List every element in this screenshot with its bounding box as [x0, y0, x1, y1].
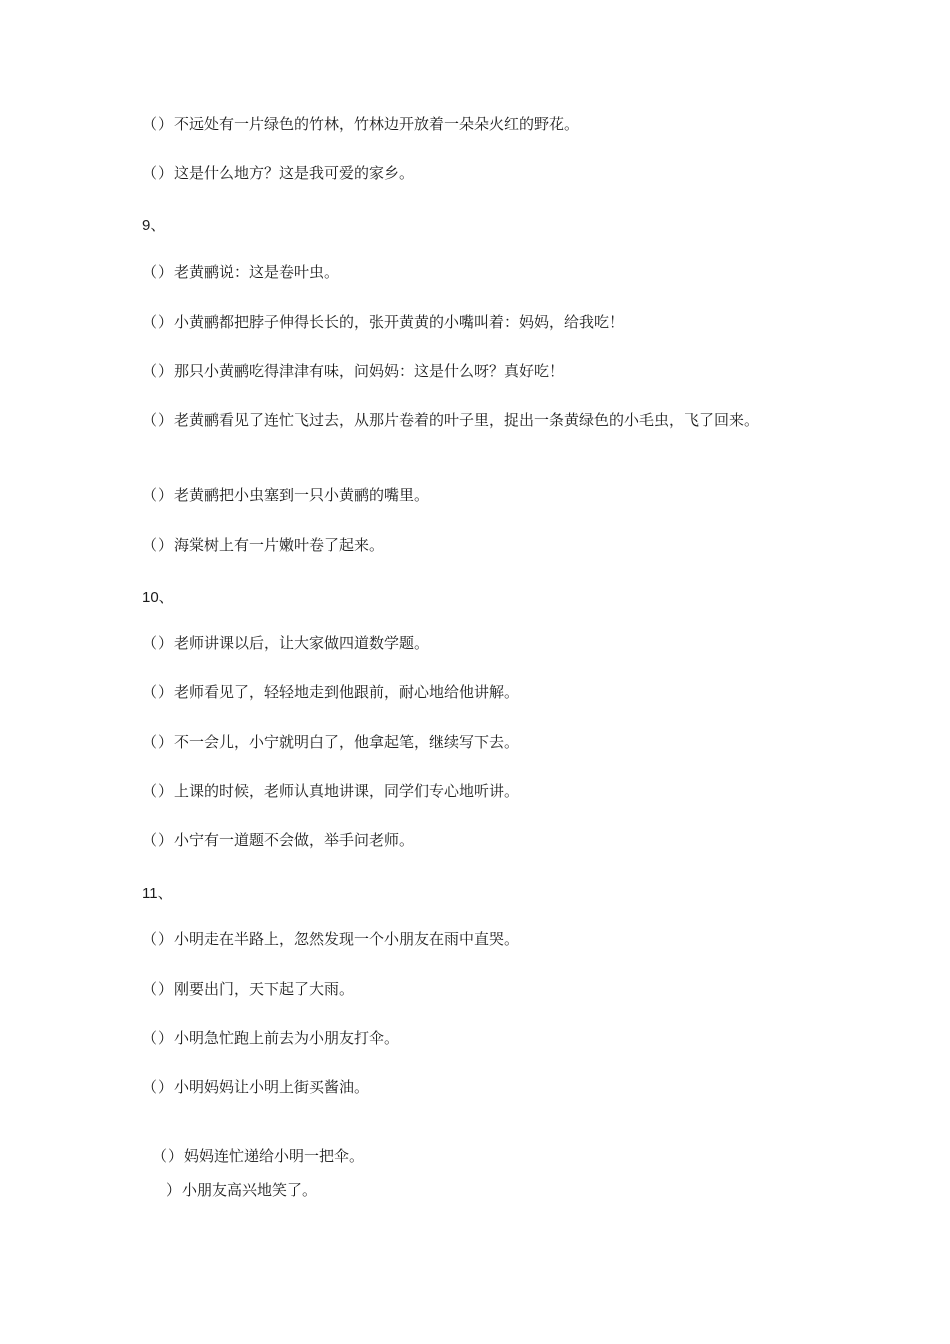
- sentence-text: 这是什么地方？这是我可爱的家乡。: [174, 164, 415, 182]
- answer-paren[interactable]: （）: [142, 782, 175, 800]
- answer-paren[interactable]: （）: [142, 733, 175, 751]
- sentence-item: [142, 409, 810, 431]
- sentence-item: [142, 1077, 369, 1097]
- sentence-text: 小明妈妈让小明上街买酱油。: [174, 1078, 370, 1096]
- sentence-item: [166, 1180, 317, 1200]
- sentence-item: [142, 361, 564, 381]
- answer-paren[interactable]: （）: [142, 930, 175, 948]
- sentence-text: 小明走在半路上，忽然发现一个小朋友在雨中直哭。: [174, 930, 520, 948]
- sentence-text: 那只小黄鹂吃得津津有味，问妈妈：这是什么呀？真好吃！: [174, 362, 565, 380]
- sentence-text: 妈妈连忙递给小明一把伞。: [184, 1147, 365, 1165]
- answer-paren[interactable]: （）: [142, 411, 175, 429]
- sentence-item: [142, 682, 519, 702]
- sentence-item: [142, 929, 519, 949]
- answer-paren[interactable]: （）: [142, 164, 175, 182]
- sentence-item: [142, 830, 414, 850]
- sentence-text: 老师讲课以后，让大家做四道数学题。: [174, 634, 430, 652]
- sentence-text: 小宁有一道题不会做，举手问老师。: [174, 831, 415, 849]
- answer-paren[interactable]: （）: [142, 536, 175, 554]
- sentence-text: 小朋友高兴地笑了。: [182, 1181, 318, 1199]
- sentence-text: 海棠树上有一片嫩叶卷了起来。: [174, 536, 385, 554]
- sentence-text: 老师看见了，轻轻地走到他跟前，耐心地给他讲解。: [174, 683, 520, 701]
- sentence-item: [142, 781, 519, 801]
- answer-paren[interactable]: （）: [152, 1147, 185, 1165]
- sentence-item: [142, 732, 519, 752]
- sentence-text: 老黄鹂说：这是卷叶虫。: [174, 263, 340, 281]
- sentence-item: [142, 1028, 399, 1048]
- sentence-item: [142, 114, 579, 134]
- answer-paren[interactable]: （）: [142, 486, 175, 504]
- answer-paren[interactable]: （）: [142, 1078, 175, 1096]
- sentence-item: [142, 312, 624, 332]
- sentence-item: [142, 262, 339, 282]
- answer-paren[interactable]: （）: [142, 683, 175, 701]
- sentence-item: [142, 163, 414, 183]
- answer-paren[interactable]: （）: [142, 362, 175, 380]
- sentence-item: [142, 535, 384, 555]
- answer-paren[interactable]: （）: [142, 634, 175, 652]
- sentence-item: [142, 633, 429, 653]
- sentence-text: 不远处有一片绿色的竹林，竹林边开放着一朵朵火红的野花。: [174, 115, 580, 133]
- sentence-item: [142, 979, 354, 999]
- sentence-text: 小黄鹂都把脖子伸得长长的，张开黄黄的小嘴叫着：妈妈，给我吃！: [174, 313, 625, 331]
- answer-paren[interactable]: （）: [142, 980, 175, 998]
- sentence-text: 老黄鹂看见了连忙飞过去，从那片卷着的叶子里，捉出一条黄绿色的小毛虫，飞了回来。: [174, 411, 760, 429]
- answer-paren[interactable]: （）: [142, 263, 175, 281]
- answer-paren[interactable]: ）: [166, 1181, 183, 1199]
- question-number: 10、: [142, 589, 174, 606]
- sentence-item: [152, 1146, 364, 1166]
- question-number: 9、: [142, 217, 166, 234]
- answer-paren[interactable]: （）: [142, 115, 175, 133]
- sentence-text: 上课的时候，老师认真地讲课，同学们专心地听讲。: [174, 782, 520, 800]
- sentence-text: 刚要出门，天下起了大雨。: [174, 980, 355, 998]
- sentence-text: 老黄鹂把小虫塞到一只小黄鹂的嘴里。: [174, 486, 430, 504]
- answer-paren[interactable]: （）: [142, 1029, 175, 1047]
- answer-paren[interactable]: （）: [142, 313, 175, 331]
- sentence-text: 小明急忙跑上前去为小朋友打伞。: [174, 1029, 400, 1047]
- question-number: 11、: [142, 885, 173, 902]
- answer-paren[interactable]: （）: [142, 831, 175, 849]
- sentence-text: 不一会儿，小宁就明白了，他拿起笔，继续写下去。: [174, 733, 520, 751]
- sentence-item: [142, 485, 429, 505]
